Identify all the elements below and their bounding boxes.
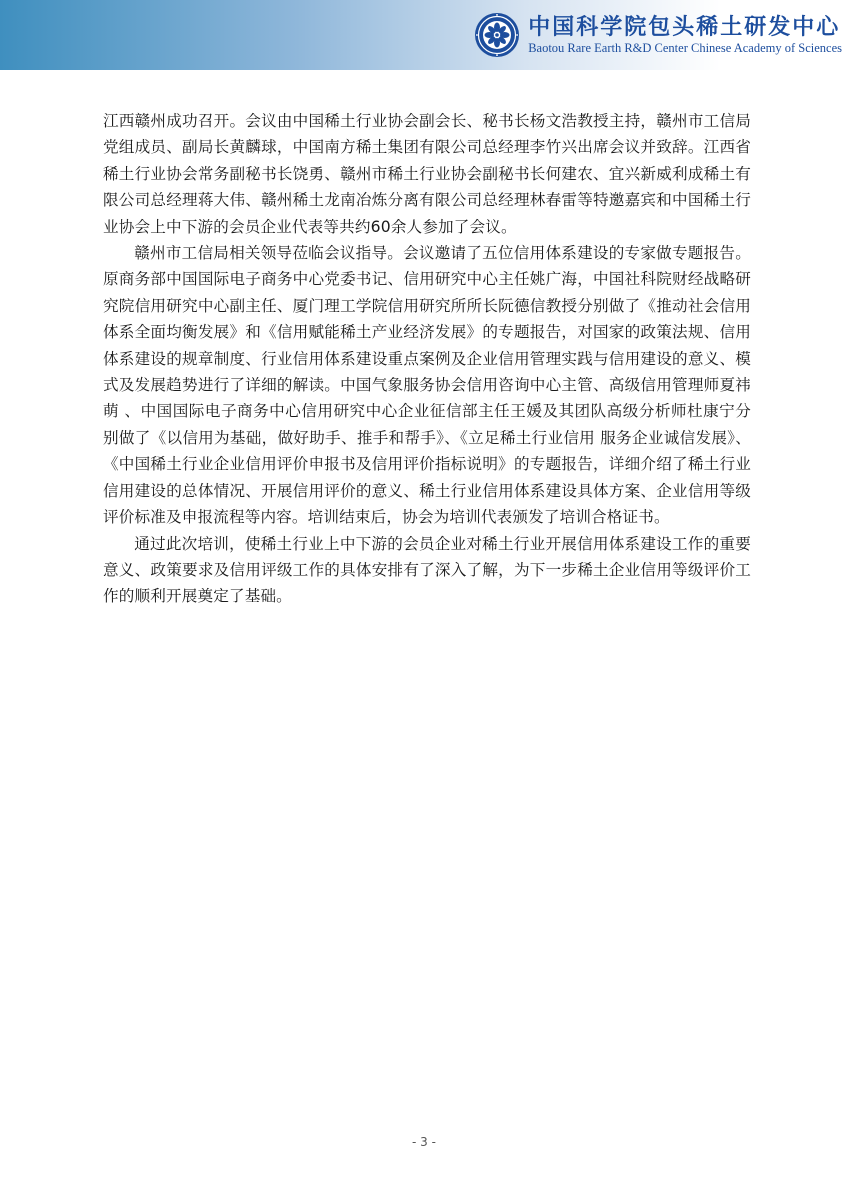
cas-emblem-icon — [474, 12, 520, 58]
organization-name-block — [528, 14, 842, 56]
organization-name-cn: 中国科学院包头稀土研发中心 — [528, 14, 841, 40]
organization-logo — [474, 10, 842, 60]
paragraph-2: 赣州市工信局相关领导莅临会议指导。会议邀请了五位信用体系建设的专家做专题报告。 原商务部中国国际电子商务中心党委书记、信用研究中心主任姚广海，中国社科院财经战略研究院信用研究中心副主任、厦门理工学院信用研究所所长阮德信教授分别做了《推动社会信用体系全面均衡发展》和《信用赋能稀土产业经济发展》的专题报告，对国家的政策法规、信用体系建设的规章制度、行业信用体系建设重点案例及企业信用管理实践与信用建设的意义、模式及发展趋势进行了详细的解读。中国气象服务协会信用咨询中心主管、高级信用管理师夏祎萌 、中国国际电子商务中心信用研究中心企业征信部主任王媛及其团队高级分析师杜康宁分别做了《以信用为基础，做好助手、推手和帮手》、《立足稀土行业信用 服务企业诚信发展》、《中国稀土行业企业信用评价申报书及信用评价指标说明》的专题报告，详细介绍了稀土行业信用建设的总体情况、开展信用评价的意义、稀土行业信用体系建设具体方案、企业信用等级评价标准及申报流程等内容。培训结束后，协会为培训代表颁发了培训合格证书。 — [103, 244, 751, 527]
paragraph-1: 江西赣州成功召开。会议由中国稀土行业协会副会长、秘书长杨文浩教授主持，赣州市工信局党组成员、副局长黄麟球，中国南方稀土集团有限公司总经理李竹兴出席会议并致辞。江西省稀土行业协会常务副秘书长饶勇、赣州市稀土行业协会副秘书长何建农、宜兴新威利成稀土有限公司总经理蒋大伟、赣州稀土龙南冶炼分离有限公司总经理林春雷等特邀嘉宾和中国稀土行业协会上中下游的会员企业代表等共约60余人参加了会议。 — [103, 112, 751, 236]
page-number: - 3 - — [412, 1135, 436, 1149]
organization-name-en: Baotou Rare Earth R&D Center Chinese Academy of Sciences — [528, 41, 842, 55]
paragraph-3: 通过此次培训，使稀土行业上中下游的会员企业对稀土行业开展信用体系建设工作的重要意义、政策要求及信用评级工作的具体安排有了深入了解，为下一步稀土企业信用等级评价工作的顺利开展奠定了基础。 — [103, 534, 751, 606]
article-body — [103, 108, 751, 610]
